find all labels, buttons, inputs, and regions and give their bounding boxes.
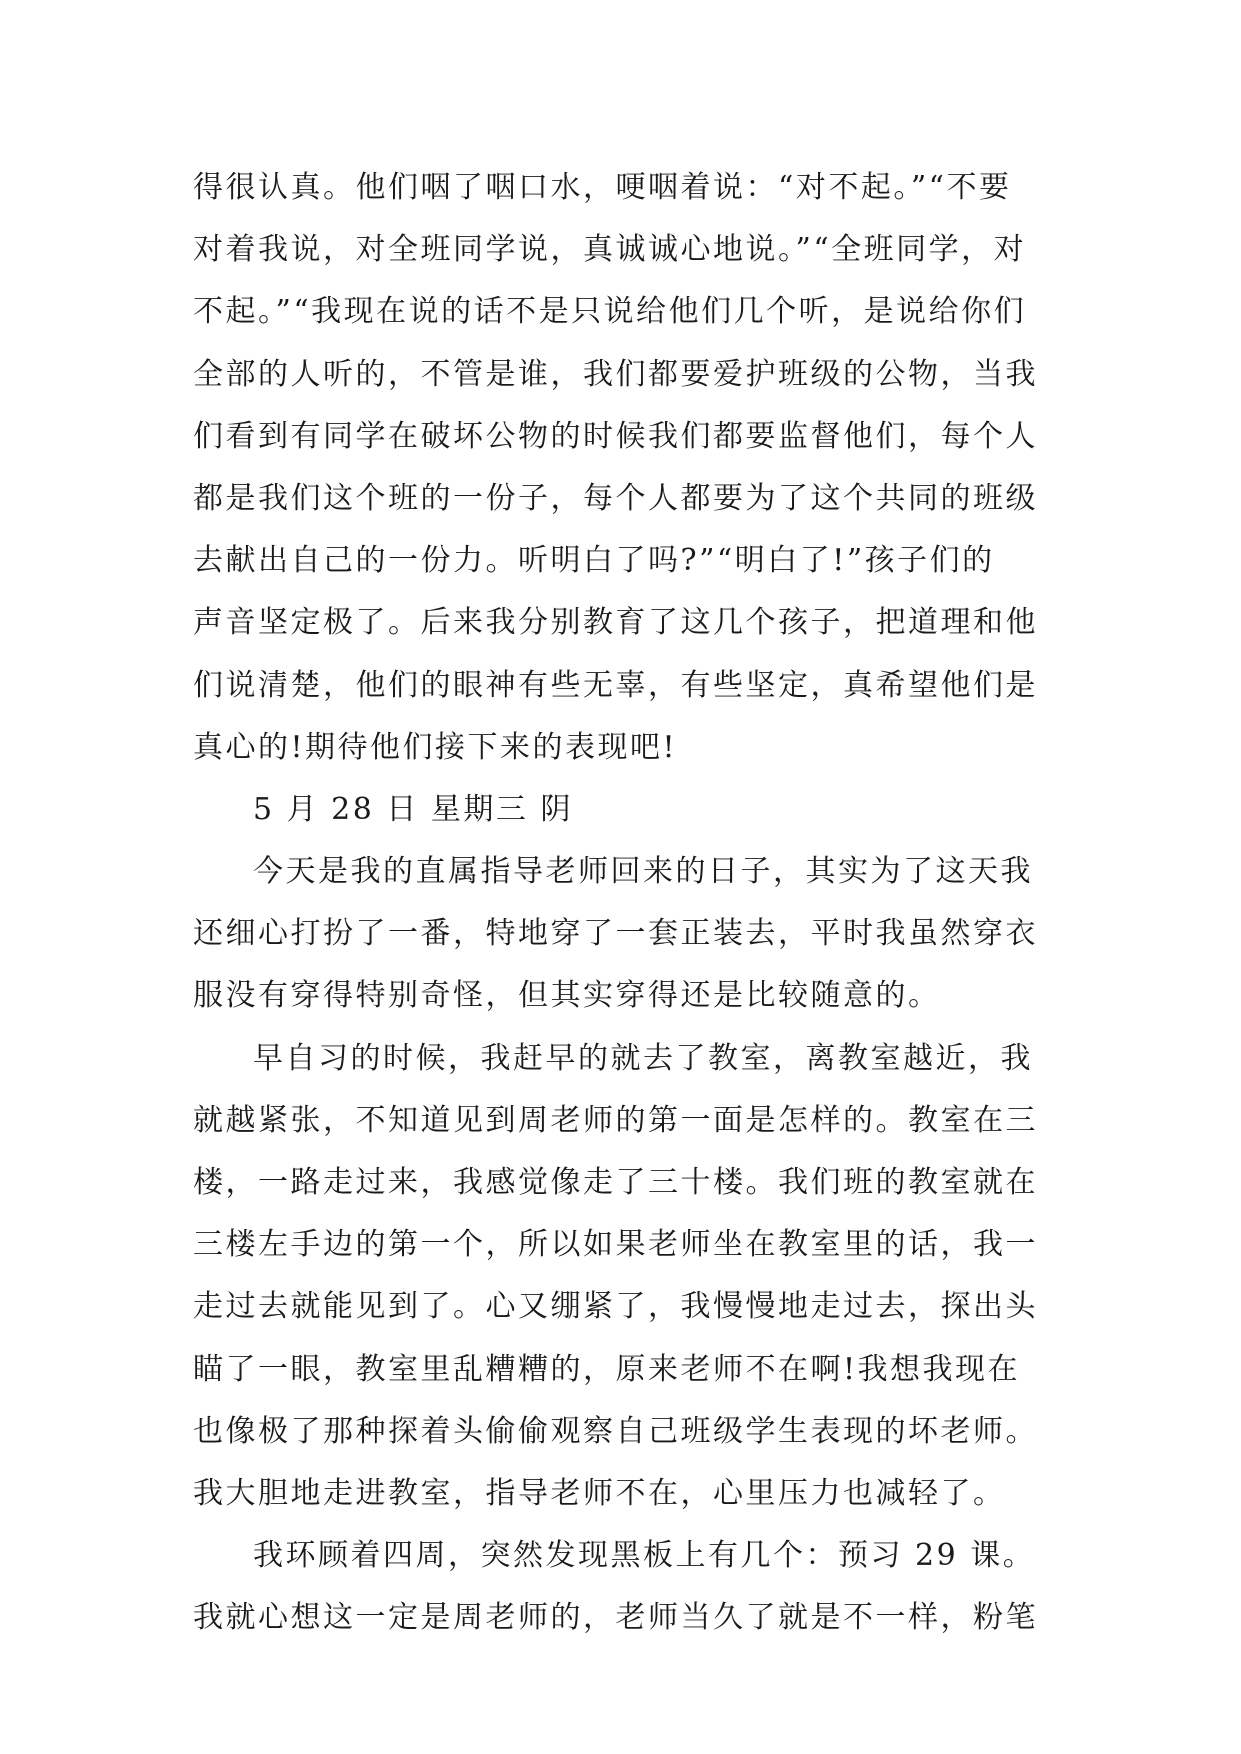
text-line: 不起。”“我现在说的话不是只说给他们几个听，是说给你们 [193, 294, 1027, 330]
text-line: 都是我们这个班的一份子，每个人都要为了这个共同的班级 [193, 480, 1038, 516]
text-line: 们看到有同学在破坏公物的时候我们都要监督他们，每个人 [193, 418, 1038, 454]
date-heading: 5 月 28 日 星期三 阴 [253, 791, 573, 827]
text-line: 我就心想这一定是周老师的，老师当久了就是不一样，粉笔 [193, 1600, 1038, 1636]
text-line: 声音坚定极了。后来我分别教育了这几个孩子，把道理和他 [193, 605, 1038, 641]
text-line: 还细心打扮了一番，特地穿了一套正装去，平时我虽然穿衣 [193, 916, 1038, 952]
text-line: 服没有穿得特别奇怪，但其实穿得还是比较随意的。 [193, 978, 941, 1014]
text-line: 得很认真。他们咽了咽口水，哽咽着说：“对不起。”“不要 [193, 170, 1012, 205]
text-line: 我大胆地走进教室，指导老师不在，心里压力也减轻了。 [193, 1475, 1006, 1511]
text-line: 走过去就能见到了。心又绷紧了，我慢慢地走过去，探出头 [193, 1289, 1038, 1325]
text-line: 楼，一路走过来，我感觉像走了三十楼。我们班的教室就在 [193, 1165, 1038, 1200]
paragraph-start: 我环顾着四周，突然发现黑板上有几个：预习 29 课。 [253, 1538, 1036, 1574]
paragraph-start: 今天是我的直属指导老师回来的日子，其实为了这天我 [253, 854, 1033, 890]
text-line: 就越紧张，不知道见到周老师的第一面是怎样的。教室在三 [193, 1102, 1038, 1138]
document-body [193, 157, 1083, 1650]
text-line: 全部的人听的，不管是谁，我们都要爱护班级的公物，当我 [193, 356, 1038, 392]
text-line: 瞄了一眼，教室里乱糟糟的，原来老师不在啊!我想我现在 [193, 1351, 1021, 1387]
text-line: 对着我说，对全班同学说，真诚诚心地说。”“全班同学，对 [193, 232, 1027, 268]
text-line: 也像极了那种探着头偷偷观察自己班级学生表现的坏老师。 [193, 1413, 1038, 1449]
paragraph-start: 早自习的时候，我赶早的就去了教室，离教室越近，我 [253, 1040, 1033, 1076]
text-line: 去献出自己的一份力。听明白了吗?”“明白了!”孩子们的 [193, 543, 995, 579]
text-line: 真心的!期待他们接下来的表现吧! [193, 729, 678, 765]
text-line: 三楼左手边的第一个，所以如果老师坐在教室里的话，我一 [193, 1227, 1038, 1263]
text-line: 们说清楚，他们的眼神有些无辜，有些坚定，真希望他们是 [193, 667, 1038, 703]
